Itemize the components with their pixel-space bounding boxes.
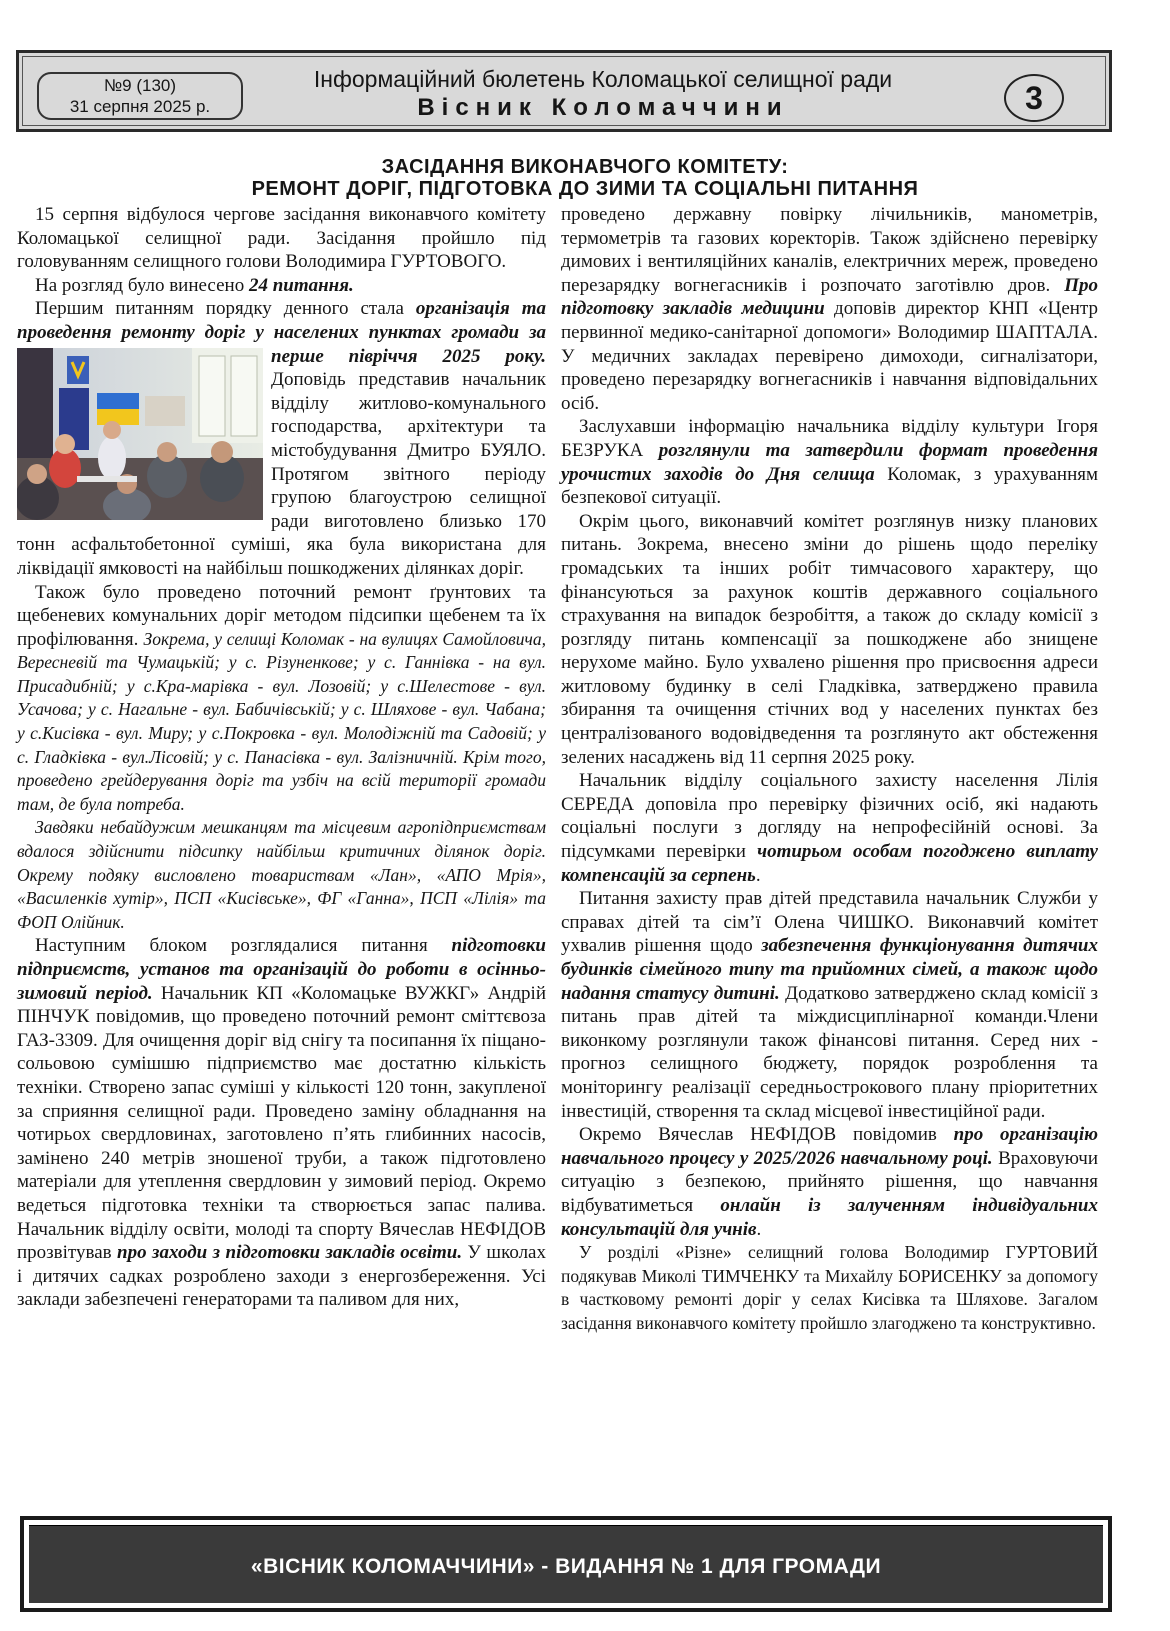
paragraph-text: . bbox=[756, 1218, 762, 1240]
emphasis-text: про організацію навчального процесу у 2025/2026 навчальному році. bbox=[561, 1124, 1098, 1169]
paragraph-text: Доповідь представив начальник відділу житлово-комунального господарства, архітектури та містобудування Дмитро БУЯЛО. Протягом звітного періоду групою благоустрою селищної ради виготовлено близько 170 тонн асфальтобетонної суміші, яка була використана для ліквідації ямковості на найбільш пошкоджених ділянках доріг. bbox=[17, 369, 546, 579]
paragraph bbox=[561, 415, 1098, 509]
paragraph bbox=[561, 1241, 1098, 1335]
paragraph-text: Також було проведено поточний ремонт ґрунтових та щебеневих комунальних доріг методом підсипки щебенем та їх профілювання. bbox=[17, 581, 546, 650]
paragraph bbox=[17, 203, 546, 274]
paragraph bbox=[561, 1123, 1098, 1241]
paragraph-text: Заслухавши інформацію начальника відділу культури Ігоря БЕЗРУКА bbox=[561, 416, 1098, 461]
emphasis-text: чотирьом особам погоджено виплату компенсацій за серпень bbox=[561, 841, 1098, 886]
paragraph-text: Окрім цього, виконавчий комітет розглянув низку планових питань. Зокрема, внесено зміни до рішень щодо переліку громадських та інших робіт тимчасового характеру, що фінансуються за рахунок коштів державного соціального страхування на випадок безробіття, а також до складу комісії з розгляду питань компенсації за пошкоджене або знищене нерухоме майно. Було ухвалено рішення про присвоєння адреси житловому будинку в селі Гладківка, затверджено правила збирання та очищення стічних вод у населених пунктах без централізованого водовідведення та розглянуто акт обстеження зелених насаджень від 11 серпня 2025 року. bbox=[561, 510, 1098, 768]
paragraph-text: Враховуючи ситуацію з безпекою, прийнято рішення, що навчання відбуватиметься bbox=[561, 1147, 1098, 1216]
issue-info-box bbox=[37, 72, 243, 120]
paragraph bbox=[17, 581, 546, 817]
footer-banner bbox=[20, 1516, 1112, 1612]
paragraph-text: Питання захисту прав дітей представила начальник Служби у справах дітей та сім’ї Олена ЧИШКО. Виконавчий комітет ухвалив рішення щодо bbox=[561, 888, 1098, 957]
bulletin-title: Інформаційний бюлетень Коломацької селищної ради bbox=[313, 66, 893, 92]
paragraph bbox=[17, 934, 546, 1312]
emphasis-text: підготовки підприємств, установ та організацій до роботи в осінньо-зимовий період. bbox=[17, 935, 546, 1004]
footer-slogan: «ВІСНИК КОЛОМАЧЧИНИ» - ВИДАННЯ № 1 ДЛЯ ГРОМАДИ bbox=[250, 1555, 882, 1578]
meeting-photo-image bbox=[17, 348, 263, 520]
footer-banner-inner bbox=[29, 1525, 1103, 1603]
paragraph bbox=[561, 203, 1098, 415]
paragraph-text: . bbox=[755, 864, 761, 886]
paragraph bbox=[17, 297, 546, 580]
issue-date: 31 серпня 2025 р. bbox=[69, 97, 211, 116]
paragraph-text: Начальник відділу соціального захисту населення Лілія СЕРЕДА доповіла про перевірку фізичних осіб, які надають соціальні послуги з догляду на непрофесійній основі. За підсумками перевірки bbox=[561, 770, 1098, 863]
masthead bbox=[16, 50, 1112, 132]
paragraph-text: На розгляд було винесено bbox=[35, 274, 249, 296]
article-column-right bbox=[561, 203, 1098, 1336]
emphasis-text: організація та проведення ремонту доріг у населених пунктах громади за перше півріччя 2025 року. bbox=[17, 298, 547, 367]
paragraph-text: Коломак, з урахуванням безпекової ситуації. bbox=[561, 463, 1098, 509]
article-headline bbox=[0, 156, 1170, 200]
paragraph bbox=[561, 769, 1098, 887]
paragraph-text: Додатково затверджено склад комісії з питань прав дітей та міждисциплінарної команди.Члени виконкому розглянули також фінансові питання. Серед них - прогноз селищного бюджету, порядок розроблення та моніторингу реалізації середньострокового плану пріоритетних інвестицій, створення та склад місцевої інвестиційної ради. bbox=[561, 982, 1098, 1122]
bulletin-name: Вісник Коломаччини bbox=[417, 94, 789, 121]
paragraph-text: проведено державну повірку лічильників, манометрів, термометрів та газових коректорів. Також здійснено перевірку димових і вентиляційних каналів, електричних мереж, проведено перезарядку вогнегасників і розпочато заготівлю дров. bbox=[561, 204, 1098, 296]
issue-number: №9 (130) bbox=[103, 76, 177, 95]
emphasis-text: онлайн із залученням індивідуальних консультацій для учнів bbox=[561, 1194, 1098, 1240]
emphasis-text: 24 питання. bbox=[248, 274, 354, 296]
emphasis-text: розглянули та затвердили формат проведення урочистих заходів до Дня селища bbox=[561, 439, 1098, 485]
paragraph-text: доповів директор КНП «Центр первинної медико-санітарної допомоги» Володимир ШАПТАЛА. У медичних закладах перевірено димоходи, сигналізатори, проведено перезарядку вогнегасників і навчання відповідальних осіб. bbox=[561, 298, 1098, 414]
paragraph-text: У розділі «Різне» селищний голова Володимир ГУРТОВИЙ подякував Миколі ТИМЧЕНКУ та Михайлу БОРИСЕНКУ за допомогу в частковому ремонті доріг у селах Кисівка та Шляхове. Загалом засідання виконавчого комітету пройшло злагоджено та конструктивно. bbox=[561, 1242, 1098, 1333]
emphasis-text: забезпечення функціонування дитячих будинків сімейного типу та прийомних сімей, а також щодо надання статусу дитині. bbox=[561, 935, 1098, 1004]
paragraph-text: 15 серпня відбулося чергове засідання виконавчого комітету Коломацької селищної ради. Засідання пройшло під головуванням селищного голови Володимира ГУРТОВОГО. bbox=[17, 204, 546, 273]
paragraph-text: Завдяки небайдужим мешканцям та місцевим агропідприємствам вдалося здійснити підсипку найбільш критичних ділянок доріг. Окрему подяку висловлено товариствам «Лан», «АПО Мрія», «Василенків хутір», ПСП «Кисівське», ФГ «Ганна», ПСП «Лілія» та ФОП Олійник. bbox=[17, 817, 546, 932]
paragraph bbox=[17, 816, 546, 934]
paragraph bbox=[561, 887, 1098, 1123]
headline-line-2: РЕМОНТ ДОРІГ, ПІДГОТОВКА ДО ЗИМИ ТА СОЦІАЛЬНІ ПИТАННЯ bbox=[251, 178, 919, 200]
paragraph bbox=[561, 510, 1098, 770]
paragraph-text: Наступним блоком розглядалися питання bbox=[35, 935, 452, 957]
paragraph-text: Начальник КП «Коломацьке ВУЖКГ» Андрій ПІНЧУК повідомив, що проведено поточний ремонт сміттєвоза ГАЗ-3309. Для очищення доріг від снігу та посипання їх піщано-сольовою сумішшю підприємство має достатню кількість техніки. Створено запас суміші у кількості 120 тонн, закупленої за сприяння селищної ради. Проведено заміну обладнання на чотирьох свердловинах, заготовлено п’ять глибинних насосів, замінено 240 метрів зношеної труби, а також підготовлено матеріали для утеплення свердловин у зимовий період. Окремо ведеться підготовка техніки та створюється запас палива. Начальник відділу освіти, молоді та спорту Вячеслав НЕФІДОВ прозвітував bbox=[17, 982, 546, 1264]
emphasis-text: про заходи з підготовки закладів освіти. bbox=[117, 1242, 463, 1264]
paragraph-text: У школах і дитячих садках розроблено заходи з енергозбереження. Усі заклади забезпечені генераторами та паливом для них, bbox=[17, 1242, 546, 1311]
meeting-photo bbox=[17, 348, 263, 520]
article-column-left bbox=[17, 203, 546, 1312]
page-number: 3 bbox=[1004, 74, 1064, 122]
paragraph-text: Окремо Вячеслав НЕФІДОВ повідомив bbox=[579, 1124, 954, 1146]
headline-line-1: ЗАСІДАННЯ ВИКОНАВЧОГО КОМІТЕТУ: bbox=[381, 156, 789, 178]
emphasis-text: Про підготовку закладів медицини bbox=[561, 274, 1098, 320]
paragraph bbox=[17, 274, 546, 298]
paragraph-text: Першим питанням порядку денного стала bbox=[35, 298, 416, 320]
masthead-inner bbox=[22, 56, 1106, 126]
italic-text: Зокрема, у селищі Коломак - на вулицях Самойловича, Вересневій та Чумацькій; у с. Різуненкове; у с. Ганнівка - на вул. Присадибній; у с.Кра-марівка - вул. Лозовій; у с.Шелестове - вул. Усачова; у с. Нагальне - вул. Бабичівській; у с. Шляхове - вул. Чабана; у с.Кисівка - вул. Миру; у с.Покровка - вул. Молодіжній та Садовій; у с. Гладківка - вул.Лісовій; у с. Панасівка - вул. Залізничній. Крім того, проведено грейдерування доріг та узбіч на всій території громади там, де була потреба. bbox=[17, 628, 546, 814]
